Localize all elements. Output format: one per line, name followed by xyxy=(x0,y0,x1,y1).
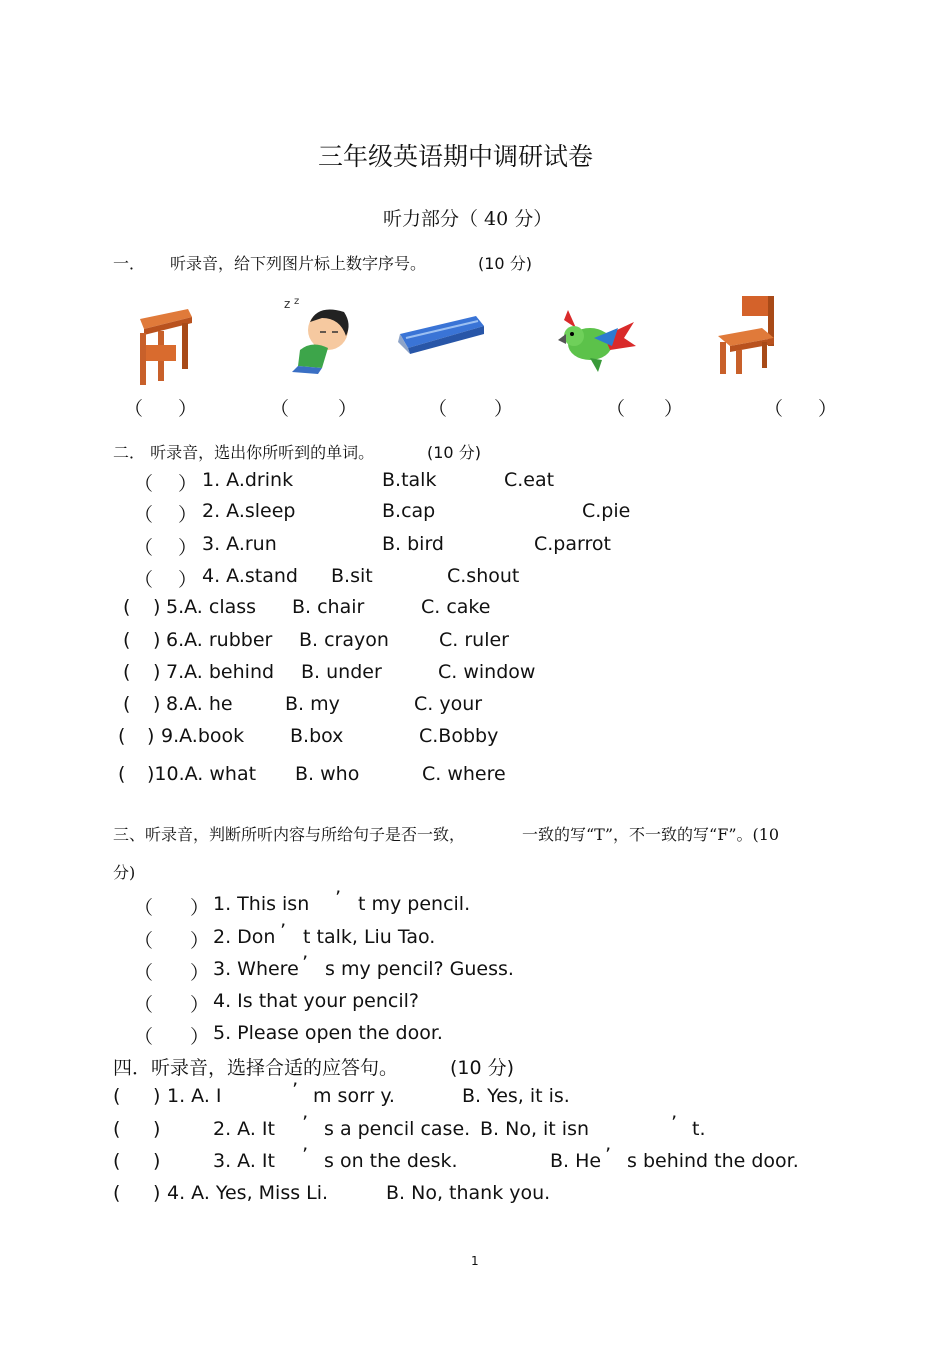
s2-row6-open: ( xyxy=(123,629,131,651)
s3-row4-open: （ xyxy=(134,994,154,1016)
s2-row9-c: C.Bobby xyxy=(419,725,499,747)
s2-row1-close: ） xyxy=(178,473,198,495)
s3-row1-open: （ xyxy=(134,897,154,919)
s2-row7-close: ) xyxy=(153,661,161,683)
s2-row8-a: 8.A. he xyxy=(166,693,233,715)
s4-row3-apos2: ’ xyxy=(605,1144,612,1166)
section-subtitle: 听力部分（ 40 分） xyxy=(383,208,553,230)
parrot-icon xyxy=(554,306,638,376)
sleeping-boy-icon xyxy=(282,296,356,376)
s4-row3-apos: ’ xyxy=(302,1144,309,1166)
bracket-close-2: ） xyxy=(338,398,358,420)
s4-row4-open: ( xyxy=(113,1182,121,1204)
section3-instruction-b: 一致的写“T”，不一致的写“F”。(10 xyxy=(522,825,780,844)
s3-row2-open: （ xyxy=(134,930,154,952)
s4-row2-b: B. No, it isn xyxy=(480,1118,590,1140)
s4-row1-a: 1. A. I xyxy=(167,1085,222,1107)
s2-row8-c: C. your xyxy=(414,693,483,715)
s4-row2-apos: ’ xyxy=(302,1112,309,1134)
s2-row9-close: ) xyxy=(147,725,155,747)
s3-row2-text-a: 2. Don xyxy=(213,926,276,948)
s2-row3-open: （ xyxy=(134,537,154,559)
s2-row7-a: 7.A. behind xyxy=(166,661,275,683)
s2-row3-c: C.parrot xyxy=(534,533,611,555)
bracket-open-3: （ xyxy=(428,398,448,420)
svg-text:z: z xyxy=(284,297,291,311)
s2-row2-c: C.pie xyxy=(582,500,631,522)
s2-row4-b: B.sit xyxy=(331,565,373,587)
s2-row1-open: （ xyxy=(134,473,154,495)
section1-number: 一． xyxy=(113,254,146,273)
s3-row1-close: ） xyxy=(190,897,210,919)
bracket-open-4: （ xyxy=(606,398,626,420)
s2-row6-b: B. crayon xyxy=(299,629,389,651)
section4-instruction: 四．听录音，选择合适的应答句。 xyxy=(113,1057,399,1079)
s4-row3-a2: s on the desk. xyxy=(324,1150,458,1172)
s4-row3-open: ( xyxy=(113,1150,121,1172)
s2-row3-b: B. bird xyxy=(382,533,444,555)
s2-row2-b: B.cap xyxy=(382,500,436,522)
s2-row7-open: ( xyxy=(123,661,131,683)
s2-row10-b: B. who xyxy=(295,763,360,785)
s2-row5-c: C. cake xyxy=(421,596,491,618)
s2-row10-open: ( xyxy=(118,763,126,785)
s3-row5-close: ） xyxy=(190,1026,210,1048)
s2-row9-b: B.box xyxy=(290,725,344,747)
s3-row3-text-a: 3. Where xyxy=(213,958,299,980)
svg-text:z: z xyxy=(294,296,300,307)
s2-row2-open: （ xyxy=(134,504,154,526)
s2-row2-close: ） xyxy=(178,504,198,526)
s2-row6-a: 6.A. rubber xyxy=(166,629,273,651)
bracket-open-2: （ xyxy=(270,398,290,420)
s3-row3-close: ） xyxy=(190,962,210,984)
bracket-open-5: （ xyxy=(764,398,784,420)
s3-row3-open: （ xyxy=(134,962,154,984)
s2-row1-c: C.eat xyxy=(504,469,555,491)
s2-row6-close: ) xyxy=(153,629,161,651)
desk-icon xyxy=(130,305,196,389)
s4-row2-apos2: ’ xyxy=(671,1112,678,1134)
section3-instruction-a: 三、听录音，判断所听内容与所给句子是否一致， xyxy=(113,825,466,844)
page-title: 三年级英语期中调研试卷 xyxy=(318,142,594,171)
s2-row5-b: B. chair xyxy=(292,596,365,618)
s3-row3-apos: ’ xyxy=(302,952,309,974)
s3-row2-apos: ’ xyxy=(280,920,287,942)
s3-row1-apos: ’ xyxy=(335,887,342,909)
s2-row3-close: ） xyxy=(178,537,198,559)
s2-row9-a: 9.A.book xyxy=(161,725,245,747)
s2-row7-c: C. window xyxy=(438,661,536,683)
s2-row1-b: B.talk xyxy=(382,469,437,491)
s4-row2-b2: t. xyxy=(692,1118,706,1140)
s2-row5-close: ) xyxy=(153,596,161,618)
s2-row10-c: C. where xyxy=(422,763,506,785)
s4-row4-a: 4. A. Yes, Miss Li. xyxy=(167,1182,329,1204)
s3-row5-open: （ xyxy=(134,1026,154,1048)
s2-row6-c: C. ruler xyxy=(439,629,509,651)
s3-row3-text-b: s my pencil? Guess. xyxy=(325,958,514,980)
pencil-case-icon xyxy=(396,312,488,356)
section1-score: (10 分) xyxy=(478,254,532,273)
s2-row3-a: 3. A.run xyxy=(202,533,277,555)
s4-row2-close: ) xyxy=(153,1118,161,1140)
s3-row2-text-b: t talk, Liu Tao. xyxy=(303,926,436,948)
chair-icon xyxy=(712,294,782,378)
bracket-close-3: ） xyxy=(494,398,514,420)
bracket-open-1: （ xyxy=(124,398,144,420)
section2-score: (10 分) xyxy=(427,443,481,462)
s2-row5-a: 5.A. class xyxy=(166,596,257,618)
section3-instruction-c: 分) xyxy=(113,863,136,882)
section1-instruction: 听录音，给下列图片标上数字序号。 xyxy=(170,254,427,273)
s4-row3-b: B. He xyxy=(550,1150,602,1172)
s4-row2-a2: s a pencil case. xyxy=(324,1118,471,1140)
section4-score: (10 分) xyxy=(450,1057,515,1079)
s2-row2-a: 2. A.sleep xyxy=(202,500,296,522)
s4-row4-b: B. No, thank you. xyxy=(386,1182,551,1204)
s2-row4-a: 4. A.stand xyxy=(202,565,298,587)
s4-row2-open: ( xyxy=(113,1118,121,1140)
s3-row1-text-b: t my pencil. xyxy=(358,893,471,915)
s2-row8-open: ( xyxy=(123,693,131,715)
s4-row1-a2: m sorr y. xyxy=(313,1085,395,1107)
s4-row1-b: B. Yes, it is. xyxy=(462,1085,570,1107)
s2-row4-close: ） xyxy=(178,569,198,591)
s4-row3-b2: s behind the door. xyxy=(627,1150,799,1172)
s3-row4-close: ） xyxy=(190,994,210,1016)
s3-row5-text: 5. Please open the door. xyxy=(213,1022,443,1044)
s2-row1-a: 1. A.drink xyxy=(202,469,294,491)
s3-row2-close: ） xyxy=(190,930,210,952)
s2-row7-b: B. under xyxy=(301,661,382,683)
s4-row1-apos: ’ xyxy=(292,1079,299,1101)
s2-row4-open: （ xyxy=(134,569,154,591)
s4-row4-close: ) xyxy=(153,1182,161,1204)
s2-row8-b: B. my xyxy=(285,693,340,715)
s2-row9-open: ( xyxy=(118,725,126,747)
bracket-close-5: ） xyxy=(818,398,838,420)
s4-row1-open: ( xyxy=(113,1085,121,1107)
s4-row3-close: ) xyxy=(153,1150,161,1172)
s4-row1-close: ) xyxy=(153,1085,161,1107)
s3-row4-text: 4. Is that your pencil? xyxy=(213,990,419,1012)
s2-row4-c: C.shout xyxy=(447,565,520,587)
s2-row5-open: ( xyxy=(123,596,131,618)
section2-instruction: 二． 听录音，选出你所听到的单词。 xyxy=(113,443,375,462)
bracket-close-4: ） xyxy=(664,398,684,420)
bracket-close-1: ） xyxy=(178,398,198,420)
page-number: 1 xyxy=(471,1254,479,1268)
s2-row8-close: ) xyxy=(153,693,161,715)
s3-row1-text-a: 1. This isn xyxy=(213,893,310,915)
s4-row2-a: 2. A. It xyxy=(213,1118,275,1140)
s2-row10-a: )10.A. what xyxy=(147,763,257,785)
s4-row3-a: 3. A. It xyxy=(213,1150,275,1172)
